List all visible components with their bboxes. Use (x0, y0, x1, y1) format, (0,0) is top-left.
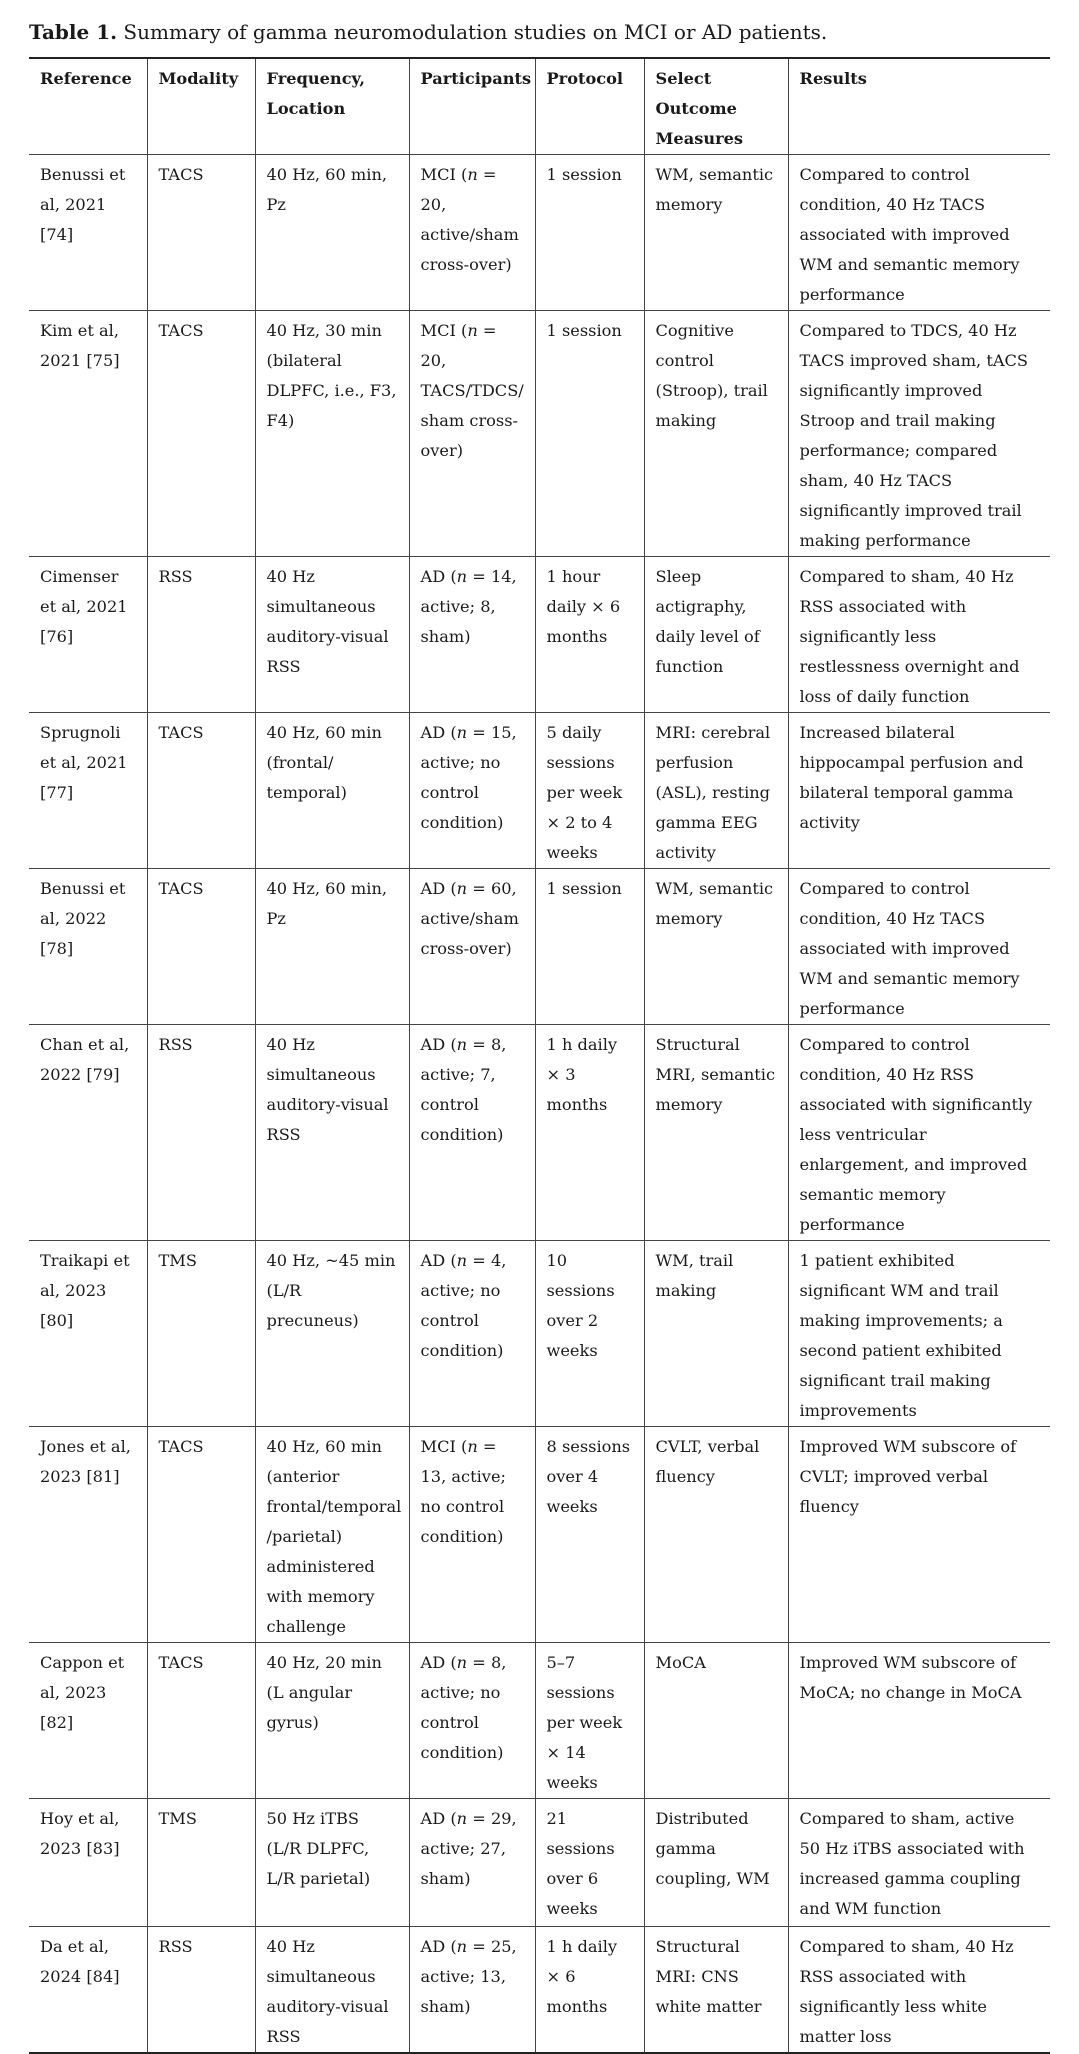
cell-protocol: 5–7 sessions per week × 14 weeks (535, 1643, 644, 1799)
cell-participants (409, 713, 535, 869)
cell-frequency-location: 40 Hz, 60 min (anterior frontal/temporal /parietal) administered with memory challenge (255, 1427, 409, 1643)
participants-separator: , (441, 195, 447, 214)
participants-n-label: (n = (445, 1251, 491, 1270)
participants-separator: , (441, 1467, 452, 1486)
cell-outcome-measures: MRI: cerebral perfusion (ASL), resting gamma EEG activity (644, 713, 788, 869)
cell-reference: Cappon et al, 2023 [82] (29, 1643, 147, 1799)
cell-reference: Benussi et al, 2021 [74] (29, 155, 147, 311)
participants-detail: TACS/TDCS/ sham cross-over (420, 381, 524, 460)
participants-detail: active; 7, control condition (420, 1065, 498, 1144)
cell-results: Increased bilateral hippocampal perfusion and bilateral temporal gamma activity (788, 713, 1050, 869)
header-protocol: Protocol (535, 58, 644, 155)
participants-detail: active; 13, sham (420, 1967, 506, 2016)
cell-results: Improved WM subscore of CVLT; improved verbal fluency (788, 1427, 1050, 1643)
table-row (29, 1927, 1050, 2054)
participants-close: ) (464, 627, 471, 646)
cell-modality: TACS (147, 1427, 255, 1643)
cell-participants (409, 311, 535, 557)
participants-close: ) (505, 939, 512, 958)
cell-outcome-measures: WM, semantic memory (644, 869, 788, 1025)
participants-n-value: 20 (420, 351, 442, 370)
participants-n-label: (n = (445, 1809, 491, 1828)
participants-close: ) (497, 1341, 504, 1360)
header-frequency-location: Frequency, Location (255, 58, 409, 155)
cell-outcome-measures: WM, trail making (644, 1241, 788, 1427)
cell-frequency-location: 40 Hz simultaneous auditory-visual RSS (255, 1025, 409, 1241)
participants-close: ) (497, 1125, 504, 1144)
cell-outcome-measures: Distributed gamma coupling, WM (644, 1799, 788, 1927)
participants-n-value: 60 (490, 879, 512, 898)
cell-results: Compared to sham, 40 Hz RSS associated with significantly less white matter loss (788, 1927, 1050, 2054)
cell-modality: RSS (147, 1025, 255, 1241)
participants-group: AD (420, 1809, 446, 1828)
participants-group: AD (420, 1653, 446, 1672)
cell-results: Compared to sham, active 50 Hz iTBS associated with increased gamma coupling and WM function (788, 1799, 1050, 1927)
participants-separator: , (511, 879, 517, 898)
participants-n-value: 4 (490, 1251, 502, 1270)
cell-participants (409, 557, 535, 713)
table-row (29, 1241, 1050, 1427)
studies-table (29, 57, 1050, 2054)
participants-n-value: 20 (420, 195, 442, 214)
cell-reference: Traikapi et al, 2023 [80] (29, 1241, 147, 1427)
participants-group: AD (420, 1937, 446, 1956)
participants-group: AD (420, 1251, 446, 1270)
cell-protocol: 8 sessions over 4 weeks (535, 1427, 644, 1643)
header-results: Results (788, 58, 1050, 155)
cell-results: Compared to control condition, 40 Hz RSS associated with significantly less ventricular enlargement, and improved semantic memory performance (788, 1025, 1050, 1241)
table-header-row (29, 58, 1050, 155)
cell-outcome-measures: Cognitive control (Stroop), trail making (644, 311, 788, 557)
cell-protocol: 1 session (535, 155, 644, 311)
table-row (29, 713, 1050, 869)
participants-close: ) (464, 1869, 471, 1888)
cell-outcome-measures: Structural MRI: CNS white matter (644, 1927, 788, 2054)
participants-close: ) (464, 1997, 471, 2016)
participants-n-label: (n = (455, 1437, 497, 1456)
table-row (29, 557, 1050, 713)
participants-group: AD (420, 567, 446, 586)
participants-n-label: (n = (445, 567, 491, 586)
cell-reference: Sprugnoli et al, 2021 [77] (29, 713, 147, 869)
cell-outcome-measures: WM, semantic memory (644, 155, 788, 311)
participants-group: MCI (420, 321, 456, 340)
cell-participants (409, 1643, 535, 1799)
cell-frequency-location: 40 Hz, 60 min (frontal/ temporal) (255, 713, 409, 869)
cell-modality: TACS (147, 311, 255, 557)
participants-n-label: (n = (455, 321, 497, 340)
participants-separator: , (501, 1251, 507, 1270)
participants-separator: , (511, 1937, 517, 1956)
participants-n-label: (n = (445, 1653, 491, 1672)
cell-protocol: 1 hour daily × 6 months (535, 557, 644, 713)
participants-close: ) (497, 1743, 504, 1762)
header-participants: Participants (409, 58, 535, 155)
cell-reference: Hoy et al, 2023 [83] (29, 1799, 147, 1927)
cell-participants (409, 1241, 535, 1427)
cell-participants (409, 869, 535, 1025)
table-row (29, 1025, 1050, 1241)
participants-detail: active; 27, sham (420, 1839, 506, 1888)
cell-modality: TMS (147, 1799, 255, 1927)
header-outcome-measures: Select Outcome Measures (644, 58, 788, 155)
participants-detail: active/sham cross-over (420, 909, 519, 958)
participants-separator: , (501, 1653, 507, 1672)
cell-protocol: 1 session (535, 869, 644, 1025)
cell-results: Compared to sham, 40 Hz RSS associated with significantly less restlessness overnight and loss of daily function (788, 557, 1050, 713)
participants-detail: active/sham cross-over (420, 225, 519, 274)
table-row (29, 869, 1050, 1025)
table-caption-text: Summary of gamma neuromodulation studies on MCI or AD patients. (117, 20, 828, 44)
participants-group: AD (420, 1035, 446, 1054)
participants-close: ) (497, 1527, 504, 1546)
participants-group: AD (420, 879, 446, 898)
header-reference: Reference (29, 58, 147, 155)
cell-modality: TACS (147, 869, 255, 1025)
participants-separator: , (511, 1809, 517, 1828)
cell-modality: RSS (147, 557, 255, 713)
cell-results: Compared to control condition, 40 Hz TACS associated with improved WM and semantic memory performance (788, 155, 1050, 311)
participants-n-value: 25 (490, 1937, 512, 1956)
participants-group: MCI (420, 1437, 456, 1456)
table-row (29, 311, 1050, 557)
participants-n-value: 8 (490, 1653, 502, 1672)
cell-outcome-measures: Sleep actigraphy, daily level of function (644, 557, 788, 713)
cell-outcome-measures: CVLT, verbal fluency (644, 1427, 788, 1643)
cell-participants (409, 1427, 535, 1643)
cell-frequency-location: 40 Hz, 60 min, Pz (255, 155, 409, 311)
participants-n-value: 29 (490, 1809, 512, 1828)
table-body (29, 155, 1050, 2054)
participants-n-label: (n = (445, 879, 491, 898)
cell-participants (409, 155, 535, 311)
table-row (29, 1643, 1050, 1799)
cell-frequency-location: 40 Hz simultaneous auditory-visual RSS (255, 1927, 409, 2054)
cell-reference: Da et al, 2024 [84] (29, 1927, 147, 2054)
cell-results: Improved WM subscore of MoCA; no change in MoCA (788, 1643, 1050, 1799)
participants-n-label: (n = (445, 723, 491, 742)
participants-n-value: 8 (490, 1035, 502, 1054)
cell-reference: Cimenser et al, 2021 [76] (29, 557, 147, 713)
participants-n-label: (n = (445, 1937, 491, 1956)
participants-detail: active; no control condition (420, 753, 501, 832)
cell-reference: Jones et al, 2023 [81] (29, 1427, 147, 1643)
cell-frequency-location: 40 Hz simultaneous auditory-visual RSS (255, 557, 409, 713)
cell-protocol: 21 sessions over 6 weeks (535, 1799, 644, 1927)
cell-frequency-location: 50 Hz iTBS (L/R DLPFC, L/R parietal) (255, 1799, 409, 1927)
cell-protocol: 1 session (535, 311, 644, 557)
participants-close: ) (505, 255, 512, 274)
cell-results: 1 patient exhibited significant WM and trail making improvements; a second patient exhibited significant trail making improvements (788, 1241, 1050, 1427)
participants-separator: , (501, 1035, 507, 1054)
cell-participants (409, 1927, 535, 2054)
table-row (29, 1427, 1050, 1643)
participants-separator: , (511, 567, 517, 586)
cell-frequency-location: 40 Hz, 60 min, Pz (255, 869, 409, 1025)
participants-close: ) (456, 441, 464, 460)
cell-frequency-location: 40 Hz, ~45 min (L/R precuneus) (255, 1241, 409, 1427)
cell-protocol: 1 h daily × 6 months (535, 1927, 644, 2054)
cell-frequency-location: 40 Hz, 30 min (bilateral DLPFC, i.e., F3, F4) (255, 311, 409, 557)
participants-group: MCI (420, 165, 456, 184)
cell-modality: TMS (147, 1241, 255, 1427)
cell-protocol: 1 h daily × 3 months (535, 1025, 644, 1241)
participants-detail: active; no control condition (420, 1467, 506, 1546)
table-row (29, 155, 1050, 311)
participants-n-label: (n = (445, 1035, 491, 1054)
cell-modality: TACS (147, 1643, 255, 1799)
table-caption-label: Table 1. (29, 20, 118, 44)
participants-detail: active; no control condition (420, 1683, 501, 1762)
cell-protocol: 5 daily sessions per week × 2 to 4 weeks (535, 713, 644, 869)
participants-n-value: 15 (490, 723, 512, 742)
cell-results: Compared to TDCS, 40 Hz TACS improved sham, tACS significantly improved Stroop and trail making performance; compared sham, 40 Hz TACS significantly improved trail making performance (788, 311, 1050, 557)
participants-n-label: (n = (455, 165, 497, 184)
participants-group: AD (420, 723, 446, 742)
cell-reference: Chan et al, 2022 [79] (29, 1025, 147, 1241)
cell-results: Compared to control condition, 40 Hz TACS associated with improved WM and semantic memory performance (788, 869, 1050, 1025)
table-caption (29, 17, 1079, 47)
participants-separator: , (441, 351, 447, 370)
table-row (29, 1799, 1050, 1927)
participants-detail: active; 8, sham (420, 597, 496, 646)
participants-n-value: 14 (490, 567, 512, 586)
cell-protocol: 10 sessions over 2 weeks (535, 1241, 644, 1427)
cell-reference: Benussi et al, 2022 [78] (29, 869, 147, 1025)
cell-outcome-measures: MoCA (644, 1643, 788, 1799)
cell-participants (409, 1025, 535, 1241)
participants-close: ) (497, 813, 504, 832)
cell-participants (409, 1799, 535, 1927)
cell-modality: TACS (147, 155, 255, 311)
cell-outcome-measures: Structural MRI, semantic memory (644, 1025, 788, 1241)
cell-frequency-location: 40 Hz, 20 min (L angular gyrus) (255, 1643, 409, 1799)
participants-separator: , (511, 723, 517, 742)
cell-modality: TACS (147, 713, 255, 869)
cell-modality: RSS (147, 1927, 255, 2054)
header-modality: Modality (147, 58, 255, 155)
cell-reference: Kim et al, 2021 [75] (29, 311, 147, 557)
participants-n-value: 13 (420, 1467, 442, 1486)
participants-detail: active; no control condition (420, 1281, 501, 1360)
